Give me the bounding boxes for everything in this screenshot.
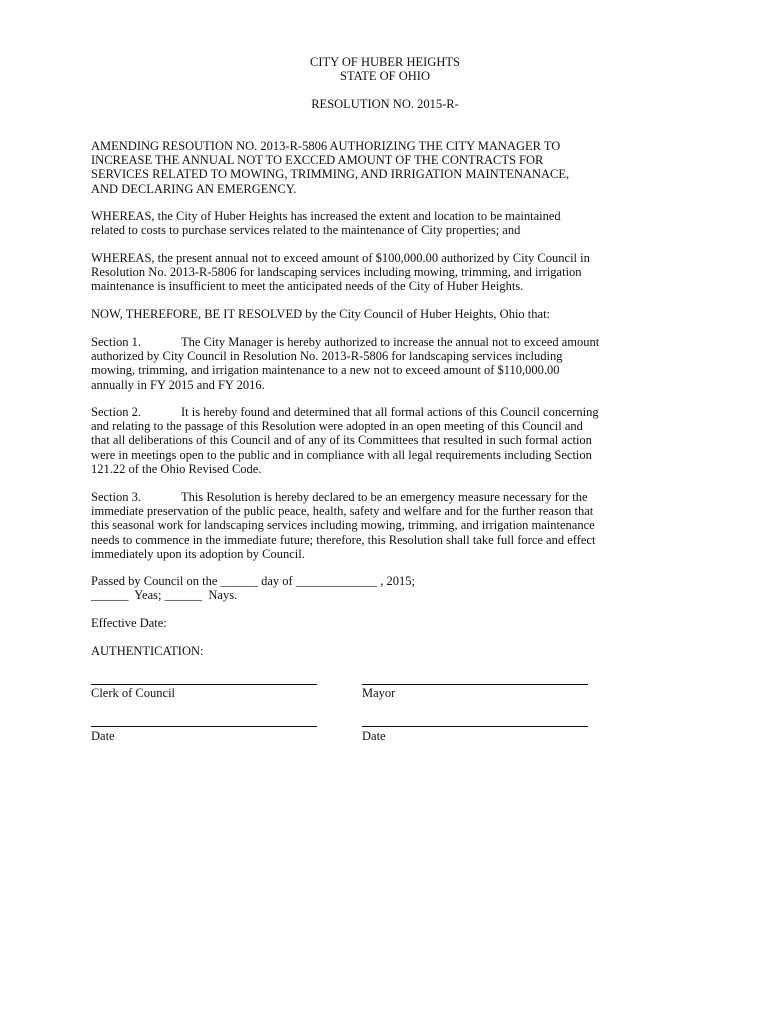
section-label: Section 3.: [91, 490, 141, 504]
paragraph-line: were in meetings open to the public and in compliance with all legal requirements including Section: [91, 447, 592, 462]
title-line: INCREASE THE ANNUAL NOT TO EXCCED AMOUNT OF THE CONTRACTS FOR: [91, 153, 544, 168]
paragraph-line: WHEREAS, the City of Huber Heights has increased the extent and location to be maintained: [91, 209, 561, 223]
state-name: STATE OF OHIO: [340, 69, 430, 83]
paragraph-line: It is hereby found and determined that all formal actions of this Council concerning: [181, 405, 599, 419]
mayor-date-line: [362, 726, 588, 727]
vote-count-line: ______ Yeas; ______ Nays.: [91, 588, 238, 603]
paragraph-line: authorized by City Council in Resolution No. 2013-R-5806 for landscaping services including: [91, 349, 563, 364]
mayor-signature-line: [362, 684, 588, 685]
paragraph-line: immediate preservation of the public peace, health, safety and welfare and for the further reason that: [91, 504, 594, 519]
title-line: SERVICES RELATED TO MOWING, TRIMMING, AND IRRIGATION MAINTENANACE,: [91, 167, 570, 182]
paragraph-line: NOW, THEREFORE, BE IT RESOLVED by the City Council of Huber Heights, Ohio that:: [91, 307, 551, 321]
clerk-signature-line: [91, 684, 317, 685]
mayor-date-label: Date: [362, 729, 386, 743]
paragraph-line: maintenance is insufficient to meet the anticipated needs of the City of Huber Heights.: [91, 279, 524, 294]
resolved-clause: [91, 307, 677, 321]
clerk-date-line: [91, 726, 317, 727]
whereas-paragraph-1: [91, 209, 677, 237]
paragraph-line: needs to commence in the immediate future; therefore, this Resolution shall take full force and effect: [91, 532, 596, 547]
resolution-title: [91, 139, 677, 196]
section-2: [91, 405, 677, 476]
paragraph-line: mowing, trimming, and irrigation maintenance to a new not to exceed amount of $110,000.00: [91, 363, 560, 378]
passed-by-council: [91, 574, 677, 602]
mayor-label: Mayor: [362, 686, 396, 700]
section-label: Section 2.: [91, 405, 141, 419]
paragraph-line: This Resolution is hereby declared to be an emergency measure necessary for the: [181, 490, 588, 504]
paragraph-line: The City Manager is hereby authorized to increase the annual not to exceed amount: [181, 335, 600, 349]
paragraph-line: WHEREAS, the present annual not to exceed amount of $100,000.00 authorized by City Council in: [91, 251, 590, 265]
paragraph-line: immediately upon its adoption by Council.: [91, 546, 305, 561]
paragraph-line: 121.22 of the Ohio Revised Code.: [91, 461, 262, 476]
section-first-line: [91, 335, 677, 349]
passed-date-line: Passed by Council on the ______ day of _____________ , 2015;: [91, 574, 415, 588]
clerk-label: Clerk of Council: [91, 686, 176, 700]
resolution-number: RESOLUTION NO. 2015-R-: [311, 97, 459, 111]
paragraph-line: related to costs to purchase services related to the maintenance of City properties; and: [91, 223, 521, 238]
paragraph-line: that all deliberations of this Council and of any of its Committees that resulted in such formal action: [91, 433, 592, 448]
city-name: CITY OF HUBER HEIGHTS: [310, 55, 460, 69]
title-line: AMENDING RESOUTION NO. 2013-R-5806 AUTHORIZING THE CITY MANAGER TO: [91, 139, 561, 153]
paragraph-line: this seasonal work for landscaping services including mowing, trimming, and irrigation maintenance: [91, 518, 595, 533]
section-label: Section 1.: [91, 335, 141, 349]
clerk-date-label: Date: [91, 729, 115, 743]
section-first-line: [91, 405, 677, 419]
section-first-line: [91, 490, 677, 504]
section-3: [91, 490, 677, 561]
paragraph-line: and relating to the passage of this Resolution were adopted in an open meeting of this Council and: [91, 419, 583, 434]
effective-date: Effective Date:: [91, 616, 167, 630]
section-1: [91, 335, 677, 392]
paragraph-line: annually in FY 2015 and FY 2016.: [91, 377, 265, 392]
whereas-paragraph-2: [91, 251, 677, 294]
title-line: AND DECLARING AN EMERGENCY.: [91, 181, 297, 196]
authentication-heading: AUTHENTICATION:: [91, 644, 204, 658]
paragraph-line: Resolution No. 2013-R-5806 for landscaping services including mowing, trimming, and irrigation: [91, 265, 582, 280]
